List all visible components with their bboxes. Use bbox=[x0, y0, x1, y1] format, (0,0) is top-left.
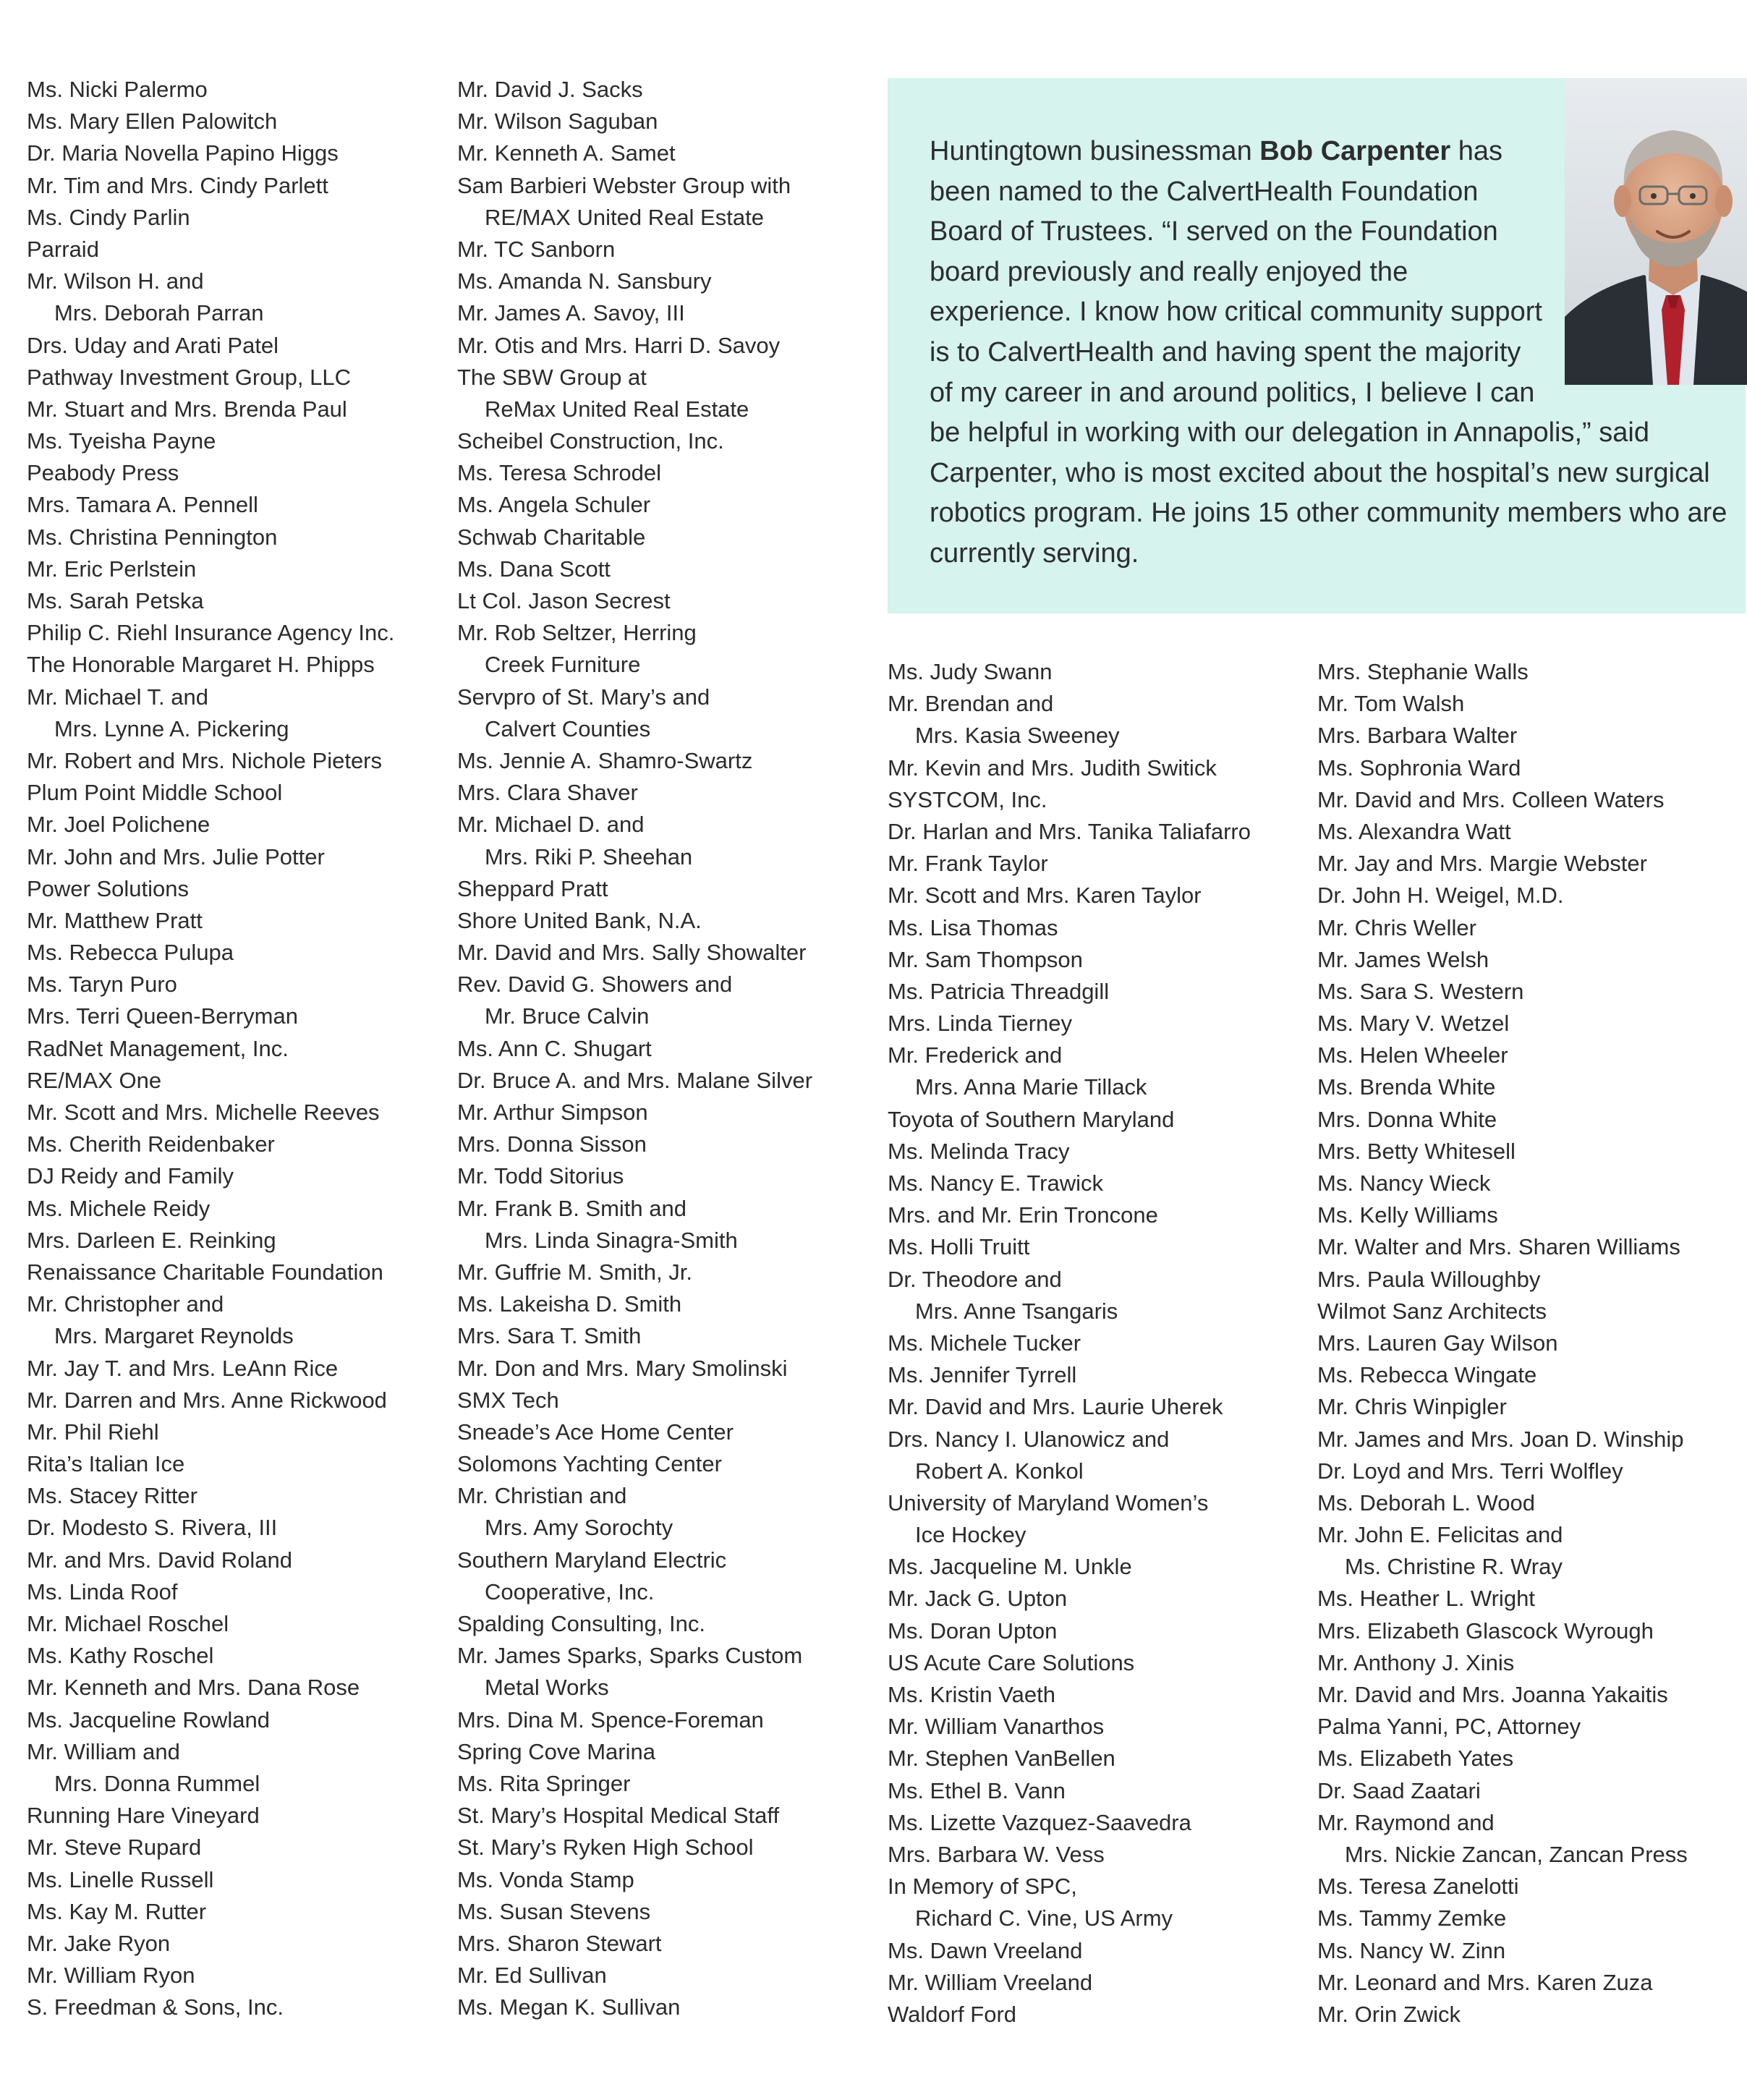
donor-name: Mr. Darren and Mrs. Anne Rickwood bbox=[27, 1387, 387, 1413]
donor-name: Ms. Ethel B. Vann bbox=[888, 1777, 1066, 1803]
donor-name: Ms. Linelle Russell bbox=[27, 1866, 214, 1892]
donor-name: Mr. David and Mrs. Colleen Waters bbox=[1317, 786, 1665, 812]
donor-name: Southern Maryland Electric bbox=[457, 1547, 727, 1573]
donor-name: Mr. Walter and Mrs. Sharen Williams bbox=[1317, 1234, 1680, 1260]
donor-name: Metal Works bbox=[485, 1675, 609, 1701]
donor-name: Mrs. Riki P. Sheehan bbox=[485, 843, 693, 870]
donor-name: Ms. Teresa Schrodel bbox=[457, 460, 661, 486]
donor-name: Ms. Kelly Williams bbox=[1317, 1202, 1498, 1228]
donor-name: Ms. Teresa Zanelotti bbox=[1317, 1874, 1519, 1900]
donor-name: Mr. Rob Seltzer, Herring bbox=[457, 620, 697, 646]
donor-name: Philip C. Riehl Insurance Agency Inc. bbox=[27, 620, 395, 646]
donor-name: Mrs. Anna Marie Tillack bbox=[915, 1074, 1147, 1100]
donor-name: Dr. John H. Weigel, M.D. bbox=[1317, 883, 1564, 909]
donor-name: Mrs. Amy Sorochty bbox=[485, 1515, 673, 1541]
donor-name: Mrs. Barbara Walter bbox=[1317, 723, 1518, 749]
donor-name: Ms. Melinda Tracy bbox=[888, 1138, 1070, 1164]
donor-name: Ms. Christine R. Wray bbox=[1345, 1554, 1563, 1580]
donor-name: Dr. Loyd and Mrs. Terri Wolfley bbox=[1317, 1458, 1623, 1484]
donor-name: University of Maryland Women’s bbox=[888, 1489, 1209, 1516]
donor-column-4 bbox=[1317, 656, 1688, 2031]
donor-name: Drs. Uday and Arati Patel bbox=[27, 332, 279, 358]
donor-name: Mr. Joel Polichene bbox=[27, 812, 211, 838]
donor-name: St. Mary’s Ryken High School bbox=[457, 1835, 754, 1861]
donor-name: DJ Reidy and Family bbox=[27, 1163, 234, 1189]
donor-name: Mr. TC Sanborn bbox=[457, 236, 616, 262]
donor-name: Sheppard Pratt bbox=[457, 875, 608, 901]
donor-name: Ms. Holli Truitt bbox=[888, 1234, 1030, 1260]
donor-name: Mrs. Donna White bbox=[1317, 1106, 1497, 1132]
donor-name: Ms. Judy Swann bbox=[888, 659, 1053, 684]
donor-name: Ms. Sara S. Western bbox=[1317, 978, 1524, 1004]
donor-name: Wilmot Sanz Architects bbox=[1317, 1298, 1547, 1324]
donor-name: Ms. Elizabeth Yates bbox=[1317, 1746, 1514, 1772]
donor-name: Mr. John E. Felicitas and bbox=[1317, 1522, 1563, 1548]
donor-name: Waldorf Ford bbox=[888, 2001, 1017, 2027]
trustee-name: Bob Carpenter bbox=[1259, 136, 1451, 166]
donor-name: Mr. Frank Taylor bbox=[888, 851, 1048, 877]
donor-name: Ms. Ann C. Shugart bbox=[457, 1035, 652, 1061]
donor-name: US Acute Care Solutions bbox=[888, 1649, 1135, 1675]
donor-name: Mr. William Vanarthos bbox=[888, 1714, 1105, 1740]
donor-name: S. Freedman & Sons, Inc. bbox=[27, 1994, 284, 2020]
donor-name: Ms. Lizette Vazquez-Saavedra bbox=[888, 1809, 1191, 1835]
donor-name: Mr. Stephen VanBellen bbox=[888, 1746, 1115, 1772]
donor-name: Mr. Scott and Mrs. Karen Taylor bbox=[888, 883, 1202, 909]
donor-name: Dr. Theodore and bbox=[888, 1266, 1062, 1292]
donor-name: Ms. Susan Stevens bbox=[457, 1898, 651, 1924]
donor-name: Mrs. Lynne A. Pickering bbox=[54, 715, 289, 741]
donor-name: Mr. Wilson Saguban bbox=[457, 109, 658, 135]
donor-name: Lt Col. Jason Secrest bbox=[457, 588, 671, 613]
donor-column-1 bbox=[27, 74, 394, 2023]
donor-name: Peabody Press bbox=[27, 460, 179, 486]
donor-name: In Memory of SPC, bbox=[888, 1874, 1077, 1900]
donor-name: Mr. Stuart and Mrs. Brenda Paul bbox=[27, 396, 347, 422]
donor-name: RE/MAX United Real Estate bbox=[485, 204, 764, 230]
donor-name: Ms. Kathy Roschel bbox=[27, 1643, 214, 1669]
callout-intro: Huntingtown businessman bbox=[930, 136, 1260, 166]
donor-name: Mr. Michael T. and bbox=[27, 684, 208, 710]
donor-name: Mr. James Welsh bbox=[1317, 946, 1489, 972]
donor-name: Ms. Doran Upton bbox=[888, 1617, 1058, 1644]
donor-name: Mr. Jay and Mrs. Margie Webster bbox=[1317, 851, 1647, 877]
donor-name: Ms. Tyeisha Payne bbox=[27, 428, 216, 454]
donor-name: Mrs. Paula Willoughby bbox=[1317, 1266, 1541, 1292]
donor-name: Mr. Matthew Pratt bbox=[27, 907, 203, 933]
donor-name: Mrs. Nickie Zancan, Zancan Press bbox=[1345, 1841, 1688, 1867]
donor-name: Richard C. Vine, US Army bbox=[915, 1905, 1173, 1931]
donor-name: Mr. Orin Zwick bbox=[1317, 2001, 1461, 2027]
donor-name: Sam Barbieri Webster Group with bbox=[457, 172, 791, 198]
donor-name: Dr. Modesto S. Rivera, III bbox=[27, 1515, 278, 1541]
donor-name: SMX Tech bbox=[457, 1387, 559, 1413]
donor-name: Ms. Nancy E. Trawick bbox=[888, 1170, 1103, 1196]
donor-name: Running Hare Vineyard bbox=[27, 1803, 260, 1829]
donor-name: Ms. Mary Ellen Palowitch bbox=[27, 109, 278, 135]
donor-name: Mr. Ed Sullivan bbox=[457, 1963, 607, 1989]
donor-name: Ms. Alexandra Watt bbox=[1317, 818, 1511, 844]
donor-name: Mr. Raymond and bbox=[1317, 1809, 1495, 1835]
donor-name: Ms. Cherith Reidenbaker bbox=[27, 1131, 275, 1157]
donor-name: Mr. Tim and Mrs. Cindy Parlett bbox=[27, 172, 328, 198]
donor-name: Rita’s Italian Ice bbox=[27, 1451, 185, 1477]
donor-name: Ms. Helen Wheeler bbox=[1317, 1042, 1508, 1068]
donor-name: Mrs. Sara T. Smith bbox=[457, 1323, 642, 1349]
donor-name: Mr. Bruce Calvin bbox=[485, 1003, 650, 1029]
donor-name: Mr. Anthony J. Xinis bbox=[1317, 1649, 1515, 1675]
donor-name: Ms. Jacqueline M. Unkle bbox=[888, 1554, 1132, 1580]
donor-name: Dr. Harlan and Mrs. Tanika Taliafarro bbox=[888, 818, 1251, 844]
donor-name: Ms. Michele Reidy bbox=[27, 1195, 211, 1221]
donor-name: Palma Yanni, PC, Attorney bbox=[1317, 1714, 1581, 1740]
donor-name: Mr. Leonard and Mrs. Karen Zuza bbox=[1317, 1969, 1653, 1995]
donor-name: Scheibel Construction, Inc. bbox=[457, 428, 724, 454]
donor-name: Ms. Nicki Palermo bbox=[27, 77, 208, 102]
donor-name: Ms. Taryn Puro bbox=[27, 972, 177, 998]
donor-name: Ms. Christina Pennington bbox=[27, 524, 278, 550]
donor-name: Mrs. Margaret Reynolds bbox=[54, 1323, 294, 1349]
donor-name: Cooperative, Inc. bbox=[485, 1578, 655, 1604]
donor-name: Ms. Sophronia Ward bbox=[1317, 754, 1521, 781]
donor-name: Mrs. and Mr. Erin Troncone bbox=[888, 1202, 1158, 1228]
donor-name: Mr. James Sparks, Sparks Custom bbox=[457, 1643, 803, 1669]
donor-name: Parraid bbox=[27, 236, 99, 262]
donor-name: Mr. Sam Thompson bbox=[888, 946, 1083, 972]
donor-name: Mr. Michael Roschel bbox=[27, 1611, 229, 1636]
callout-body: has been named to the CalvertHealth Foundation Board of Trustees. “I served on the Foundation board previously and really enjoyed the experience. I know how critical community support is to CalvertHealth and having spent the majority of my career in and around politics, I believe I can be helpful in working with our delegation in Annapolis,” said Carpenter, who is most excited about the hospital’s new surgical robotics program. He joins 15 other community members who are currently serving. bbox=[930, 136, 1727, 569]
donor-name: Mr. Otis and Mrs. Harri D. Savoy bbox=[457, 332, 781, 358]
donor-name: Mrs. Donna Rummel bbox=[54, 1770, 260, 1796]
callout-text bbox=[930, 132, 1736, 574]
donor-name: Schwab Charitable bbox=[457, 524, 646, 550]
donor-name: Ms. Angela Schuler bbox=[457, 492, 651, 518]
donor-name: Ms. Tammy Zemke bbox=[1317, 1905, 1507, 1931]
donor-name: Dr. Bruce A. and Mrs. Malane Silver bbox=[457, 1067, 813, 1093]
donor-name: Mr. Phil Riehl bbox=[27, 1419, 159, 1445]
donor-name: Mrs. Tamara A. Pennell bbox=[27, 492, 258, 518]
donor-name: Mr. Guffrie M. Smith, Jr. bbox=[457, 1259, 692, 1285]
donor-name: Ms. Mary V. Wetzel bbox=[1317, 1011, 1510, 1037]
donor-name: Mr. David and Mrs. Joanna Yakaitis bbox=[1317, 1682, 1668, 1707]
donor-name: Mr. Jay T. and Mrs. LeAnn Rice bbox=[27, 1355, 339, 1381]
donor-name: Mr. Frank B. Smith and bbox=[457, 1195, 687, 1221]
donor-name: Ms. Rita Springer bbox=[457, 1770, 631, 1796]
donor-name: Sneade’s Ace Home Center bbox=[457, 1419, 734, 1445]
donor-name: Ms. Dana Scott bbox=[457, 556, 611, 582]
donor-name: Ms. Brenda White bbox=[1317, 1074, 1496, 1100]
donor-name: Mr. Jake Ryon bbox=[27, 1930, 171, 1956]
donor-name: Mr. Kevin and Mrs. Judith Switick bbox=[888, 754, 1217, 781]
donor-name: Creek Furniture bbox=[485, 652, 641, 678]
donor-name: Robert A. Konkol bbox=[915, 1458, 1084, 1484]
donor-name: Mrs. Kasia Sweeney bbox=[915, 723, 1120, 749]
donor-name: Mrs. Linda Tierney bbox=[888, 1011, 1072, 1037]
donor-name: Power Solutions bbox=[27, 875, 190, 901]
donor-name: Mr. Eric Perlstein bbox=[27, 556, 197, 582]
donor-name: The Honorable Margaret H. Phipps bbox=[27, 652, 375, 678]
donor-name: Ms. Jennie A. Shamro-Swartz bbox=[457, 747, 753, 773]
donor-name: Mr. Don and Mrs. Mary Smolinski bbox=[457, 1355, 788, 1381]
donor-name: Ms. Jennifer Tyrrell bbox=[888, 1362, 1077, 1388]
donor-name: Ms. Patricia Threadgill bbox=[888, 978, 1110, 1004]
donor-column-2 bbox=[457, 74, 812, 2023]
donor-name: Mrs. Terri Queen-Berryman bbox=[27, 1003, 298, 1029]
donor-name: Mr. Jack G. Upton bbox=[888, 1586, 1068, 1612]
donor-name: Ms. Rebecca Wingate bbox=[1317, 1362, 1537, 1388]
donor-name: Ms. Amanda N. Sansbury bbox=[457, 268, 712, 294]
donor-name: Drs. Nancy I. Ulanowicz and bbox=[888, 1426, 1170, 1452]
donor-name: Ms. Sarah Petska bbox=[27, 588, 204, 613]
donor-name: Ms. Linda Roof bbox=[27, 1578, 178, 1604]
donor-name: Mrs. Barbara W. Vess bbox=[888, 1841, 1105, 1867]
donor-name: The SBW Group at bbox=[457, 364, 647, 390]
donor-name: Ms. Dawn Vreeland bbox=[888, 1937, 1083, 1963]
portrait-photo bbox=[1565, 78, 1747, 385]
donor-name: Spring Cove Marina bbox=[457, 1738, 655, 1764]
donor-name: Mr. Brendan and bbox=[888, 691, 1054, 717]
donor-name: Mr. William Ryon bbox=[27, 1963, 195, 1989]
donor-name: Mr. David J. Sacks bbox=[457, 77, 643, 102]
donor-name: Ms. Stacey Ritter bbox=[27, 1483, 197, 1509]
donor-name: Mr. Arthur Simpson bbox=[457, 1100, 648, 1125]
donor-name: Ms. Vonda Stamp bbox=[457, 1866, 634, 1892]
donor-name: Mrs. Deborah Parran bbox=[54, 300, 264, 326]
donor-name: Mr. Frederick and bbox=[888, 1042, 1063, 1068]
donor-name: Mr. Steve Rupard bbox=[27, 1835, 202, 1861]
donor-name: Mrs. Betty Whitesell bbox=[1317, 1138, 1516, 1164]
donor-name: Mrs. Donna Sisson bbox=[457, 1131, 647, 1157]
donor-name: SYSTCOM, Inc. bbox=[888, 786, 1047, 812]
trustee-announcement-callout bbox=[888, 78, 1746, 613]
donor-name: Rev. David G. Showers and bbox=[457, 972, 733, 998]
donor-name: Pathway Investment Group, LLC bbox=[27, 364, 352, 390]
donor-name: Mr. Kenneth A. Samet bbox=[457, 140, 676, 166]
donor-name: Ms. Rebecca Pulupa bbox=[27, 940, 234, 966]
donor-name: Mr. James A. Savoy, III bbox=[457, 300, 685, 326]
donor-name: Mr. Chris Weller bbox=[1317, 914, 1476, 940]
donor-name: Mr. Kenneth and Mrs. Dana Rose bbox=[27, 1675, 360, 1701]
donor-name: Mr. Michael D. and bbox=[457, 812, 645, 838]
donor-name: Mr. James and Mrs. Joan D. Winship bbox=[1317, 1426, 1684, 1452]
donor-name: Mrs. Clara Shaver bbox=[457, 780, 638, 806]
donor-name: Renaissance Charitable Foundation bbox=[27, 1259, 383, 1285]
donor-name: Ms. Cindy Parlin bbox=[27, 204, 190, 230]
donor-name: Mr. David and Mrs. Sally Showalter bbox=[457, 940, 807, 966]
donor-name: Plum Point Middle School bbox=[27, 780, 283, 806]
donor-name: Mrs. Dina M. Spence-Foreman bbox=[457, 1706, 764, 1733]
donor-name: Mr. Chris Winpigler bbox=[1317, 1394, 1507, 1420]
donor-name: Ice Hockey bbox=[915, 1522, 1026, 1548]
donor-name: Mr. Todd Sitorius bbox=[457, 1163, 624, 1189]
donor-name: Mrs. Anne Tsangaris bbox=[915, 1298, 1118, 1324]
donor-name: Mr. Christian and bbox=[457, 1483, 627, 1509]
donor-name: ReMax United Real Estate bbox=[485, 396, 749, 422]
donor-name: Mr. Robert and Mrs. Nichole Pieters bbox=[27, 747, 383, 773]
donor-name: Mr. John and Mrs. Julie Potter bbox=[27, 843, 325, 870]
donor-name: Ms. Michele Tucker bbox=[888, 1330, 1081, 1356]
donor-name: RadNet Management, Inc. bbox=[27, 1035, 289, 1061]
donor-name: Mrs. Elizabeth Glascock Wyrough bbox=[1317, 1617, 1654, 1644]
donor-name: Ms. Megan K. Sullivan bbox=[457, 1994, 681, 2020]
donor-name: Ms. Jacqueline Rowland bbox=[27, 1706, 271, 1733]
donor-name: Dr. Maria Novella Papino Higgs bbox=[27, 140, 339, 166]
donor-name: Ms. Kay M. Rutter bbox=[27, 1898, 207, 1924]
donor-name: Ms. Nancy W. Zinn bbox=[1317, 1937, 1506, 1963]
donor-name: Shore United Bank, N.A. bbox=[457, 907, 702, 933]
donor-name: Toyota of Southern Maryland bbox=[888, 1106, 1175, 1132]
donor-name: Mrs. Lauren Gay Wilson bbox=[1317, 1330, 1558, 1356]
donor-name: Ms. Nancy Wieck bbox=[1317, 1170, 1491, 1196]
donor-name: Ms. Lakeisha D. Smith bbox=[457, 1291, 682, 1317]
donor-name: Solomons Yachting Center bbox=[457, 1451, 722, 1477]
donor-name: St. Mary’s Hospital Medical Staff bbox=[457, 1803, 780, 1829]
donor-name: Servpro of St. Mary’s and bbox=[457, 684, 710, 710]
donor-name: Ms. Kristin Vaeth bbox=[888, 1682, 1056, 1707]
donor-name: RE/MAX One bbox=[27, 1067, 162, 1093]
donor-column-3 bbox=[888, 656, 1251, 2031]
donor-name: Ms. Lisa Thomas bbox=[888, 914, 1058, 940]
donor-name: Mr. Wilson H. and bbox=[27, 268, 204, 294]
donor-name: Ms. Heather L. Wright bbox=[1317, 1586, 1535, 1612]
donor-name: Mr. Christopher and bbox=[27, 1291, 224, 1317]
donor-name: Mr. William Vreeland bbox=[888, 1969, 1093, 1995]
donor-name: Mr. Scott and Mrs. Michelle Reeves bbox=[27, 1100, 380, 1125]
donor-name: Mrs. Stephanie Walls bbox=[1317, 659, 1529, 684]
donor-name: Mrs. Darleen E. Reinking bbox=[27, 1227, 276, 1253]
donor-name: Spalding Consulting, Inc. bbox=[457, 1611, 705, 1636]
donor-name: Calvert Counties bbox=[485, 715, 651, 741]
donor-name: Dr. Saad Zaatari bbox=[1317, 1777, 1481, 1803]
donor-name: Mr. David and Mrs. Laurie Uherek bbox=[888, 1394, 1223, 1420]
donor-name: Mr. William and bbox=[27, 1738, 180, 1764]
donor-name: Mr. and Mrs. David Roland bbox=[27, 1547, 292, 1573]
donor-name: Ms. Deborah L. Wood bbox=[1317, 1489, 1535, 1516]
donor-name: Mrs. Linda Sinagra-Smith bbox=[485, 1227, 738, 1253]
donor-name: Mr. Tom Walsh bbox=[1317, 691, 1465, 717]
donor-name: Mrs. Sharon Stewart bbox=[457, 1930, 662, 1956]
